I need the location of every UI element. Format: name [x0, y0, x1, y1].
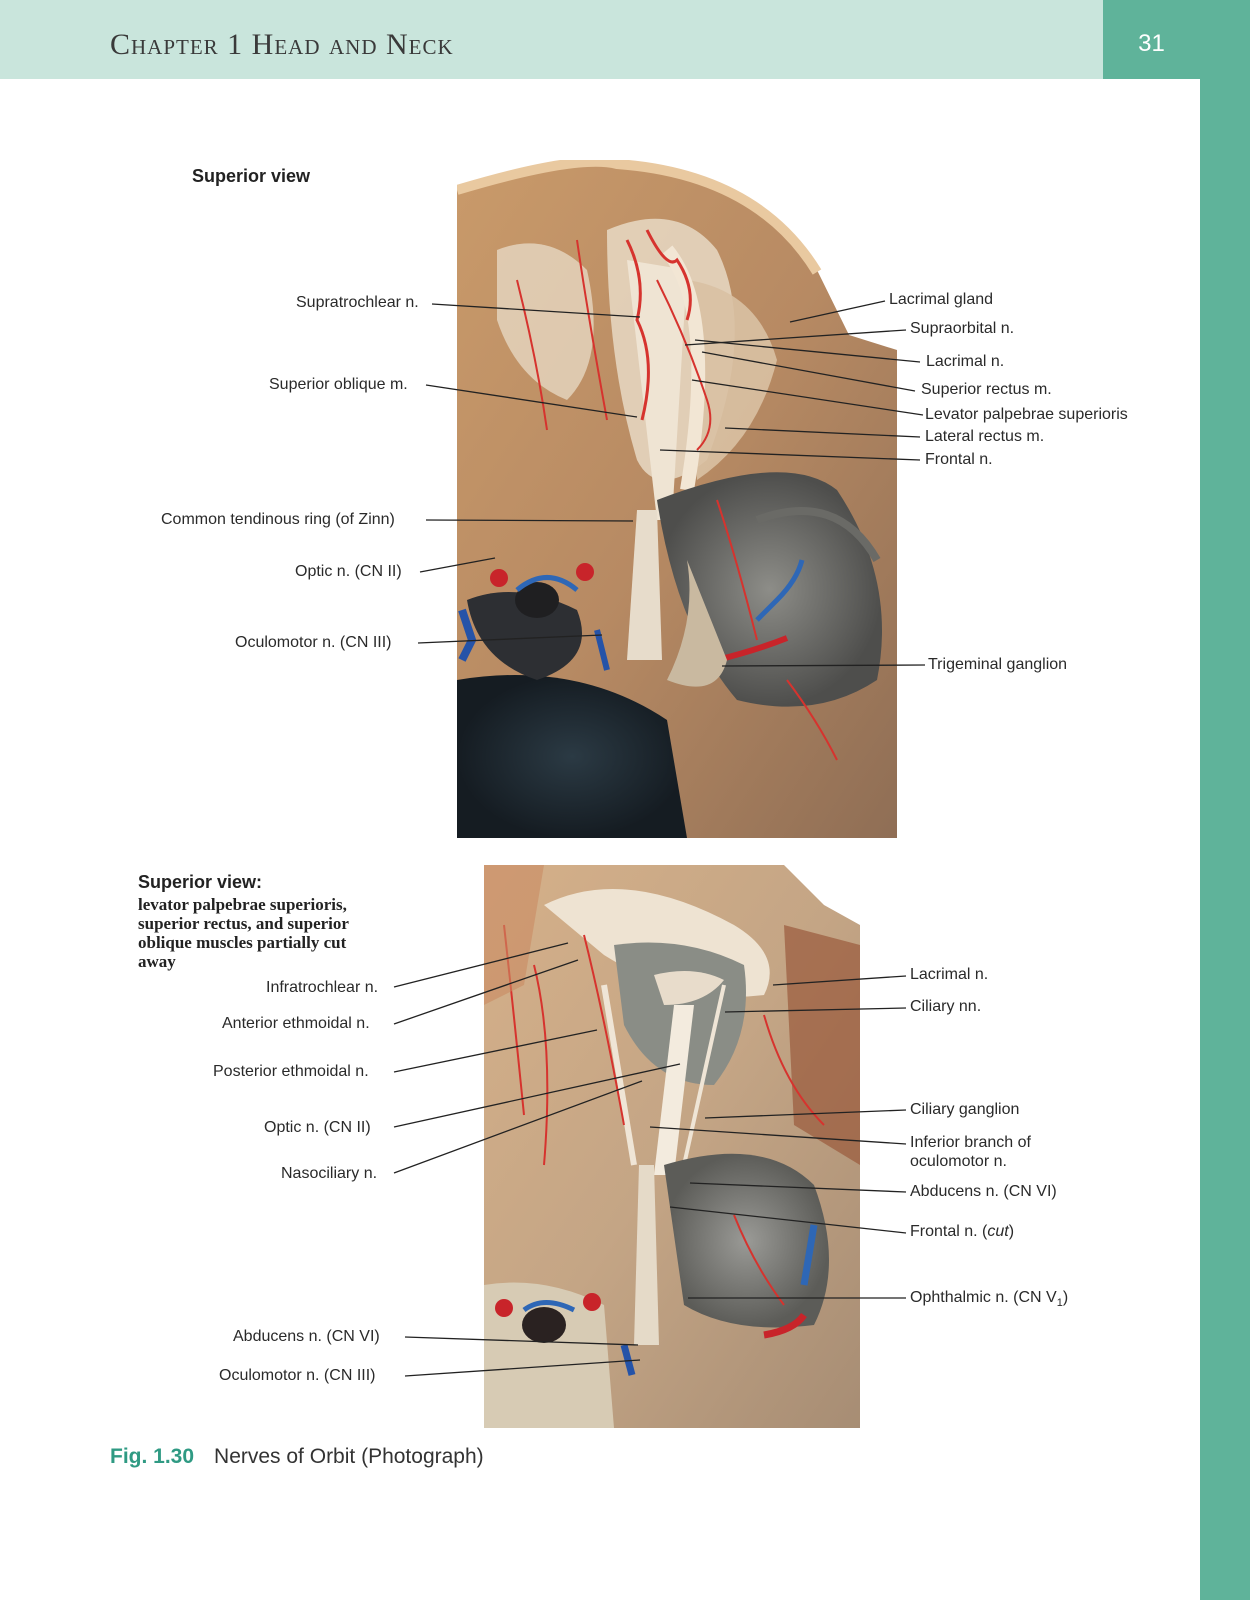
label-frontal-n-cut [910, 1223, 1014, 1241]
label-trigeminal-ganglion: Trigeminal ganglion [928, 656, 1068, 673]
label-ciliary-nn: Ciliary nn. [910, 998, 982, 1015]
label-infratrochlear-n: Infratrochlear n. [266, 979, 379, 996]
label-common-tendinous-ring: Common tendinous ring (of Zinn) [161, 511, 395, 528]
label-lacrimal-n-bottom: Lacrimal n. [910, 966, 989, 983]
label-oculomotor-n-bottom: Oculomotor n. (CN III) [219, 1367, 376, 1384]
label-nasociliary-n: Nasociliary n. [281, 1165, 378, 1182]
label-inferior-branch-line1: Inferior branch of [910, 1134, 1031, 1151]
ophthalmic-sub: 1 [1056, 1297, 1063, 1310]
side-strip-top [1200, 0, 1250, 79]
bottom-figure-subtitle: levator palpebrae superioris, superior rectus, and superior oblique muscles partially cut away [138, 895, 349, 971]
figure-caption-text: Nerves of Orbit (Photograph) [214, 1445, 484, 1468]
label-superior-oblique-m: Superior oblique m. [269, 376, 408, 393]
label-frontal-n-top: Frontal n. [925, 451, 993, 468]
frontal-prefix: Frontal n. ( [910, 1223, 988, 1240]
page-number-box [1103, 0, 1200, 79]
label-lacrimal-n-top: Lacrimal n. [926, 353, 1005, 370]
side-accent-strip [1200, 79, 1250, 1600]
label-ophthalmic-n [910, 1289, 1068, 1312]
label-optic-n-bottom: Optic n. (CN II) [264, 1119, 371, 1136]
label-oculomotor-n-top: Oculomotor n. (CN III) [235, 634, 392, 651]
figure-caption [110, 1445, 484, 1469]
label-optic-n-top: Optic n. (CN II) [295, 563, 402, 580]
label-supratrochlear-n: Supratrochlear n. [296, 294, 419, 311]
figure-number: Fig. 1.30 [110, 1445, 195, 1468]
label-supraorbital-n: Supraorbital n. [910, 320, 1015, 337]
top-dissection-photo [457, 160, 897, 838]
label-ciliary-ganglion: Ciliary ganglion [910, 1101, 1020, 1118]
label-superior-rectus-m: Superior rectus m. [921, 381, 1052, 398]
page-number: 31 [1138, 30, 1165, 57]
label-lateral-rectus-m: Lateral rectus m. [925, 428, 1045, 445]
label-posterior-ethmoidal-n: Posterior ethmoidal n. [213, 1063, 369, 1080]
ophthalmic-suffix: ) [1062, 1289, 1069, 1306]
label-levator-palpebrae: Levator palpebrae superioris [925, 406, 1128, 423]
bottom-dissection-photo [484, 865, 860, 1428]
label-abducens-n-bottom-left: Abducens n. (CN VI) [233, 1328, 380, 1345]
label-inferior-branch-line2: oculomotor n. [910, 1153, 1007, 1170]
label-lacrimal-gland: Lacrimal gland [889, 291, 994, 308]
label-anterior-ethmoidal-n: Anterior ethmoidal n. [222, 1015, 370, 1032]
frontal-cut: cut [987, 1223, 1009, 1240]
label-abducens-n-bottom-right: Abducens n. (CN VI) [910, 1183, 1057, 1200]
ophthalmic-prefix: Ophthalmic n. (CN V [910, 1289, 1057, 1306]
frontal-suffix: ) [1008, 1223, 1015, 1240]
chapter-title: Chapter 1 Head and Neck [110, 28, 454, 61]
bottom-figure-title: Superior view: [138, 872, 263, 892]
top-figure-title: Superior view [192, 166, 311, 186]
